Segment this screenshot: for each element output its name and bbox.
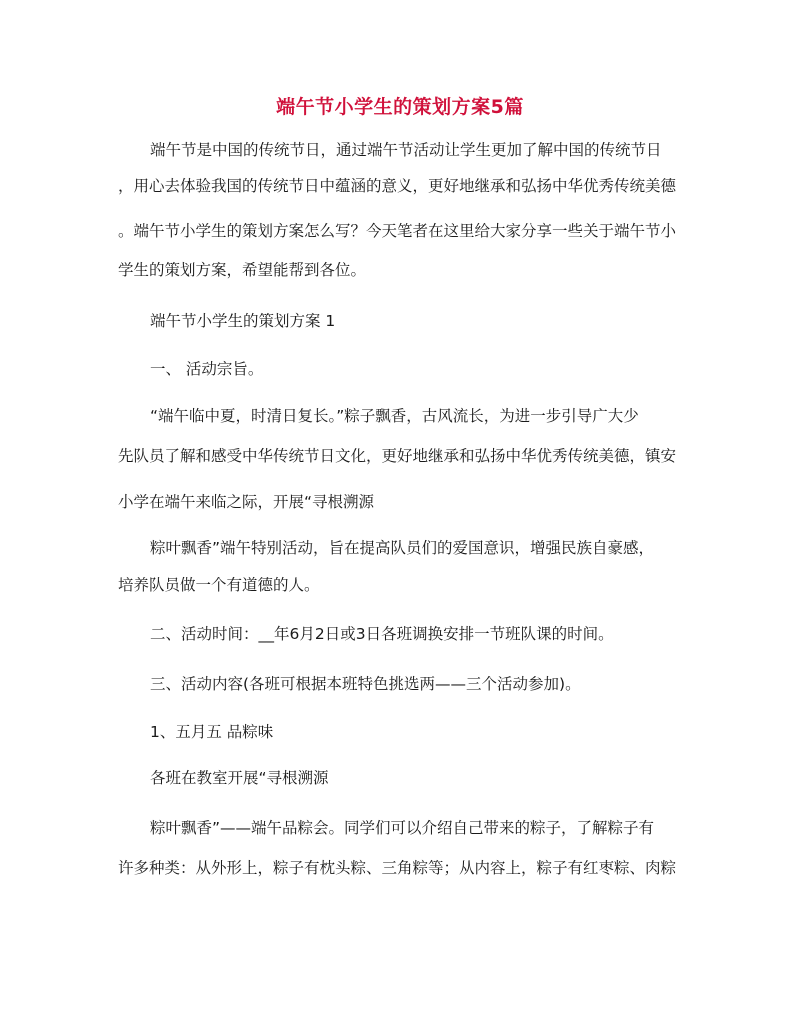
paragraph-line: 许多种类：从外形上，粽子有枕头粽、三角粽等；从内容上，粽子有红枣粽、肉粽 bbox=[118, 859, 677, 877]
paragraph-line: 各班在教室开展“寻根溯源 bbox=[150, 769, 329, 787]
section-heading: 一、 活动宗旨。 bbox=[150, 360, 264, 378]
paragraph-line: 培养队员做一个有道德的人。 bbox=[118, 576, 320, 594]
paragraph-line: 粽叶飘香”——端午品粽会。同学们可以介绍自己带来的粽子，了解粽子有 bbox=[150, 819, 655, 837]
section-heading: 三、活动内容(各班可根据本班特色挑选两——三个活动参加)。 bbox=[150, 675, 581, 693]
paragraph-line: 先队员了解和感受中华传统节日文化，更好地继承和弘扬中华优秀传统美德，镇安 bbox=[118, 447, 677, 465]
paragraph-line: 小学在端午来临之际，开展“寻根溯源 bbox=[118, 493, 375, 511]
document-title: 端午节小学生的策划方案5篇 bbox=[276, 96, 524, 118]
paragraph-line: ，用心去体验我国的传统节日中蕴涵的意义，更好地继承和弘扬中华优秀传统美德 bbox=[118, 177, 677, 195]
section-heading: 端午节小学生的策划方案 1 bbox=[150, 312, 336, 330]
paragraph-line: “端午临中夏，时清日复长。”粽子飘香，古风流长，为进一步引导广大少 bbox=[150, 407, 639, 425]
paragraph-line: 粽叶飘香”端午特别活动，旨在提高队员们的爱国意识，增强民族自豪感， bbox=[150, 539, 655, 557]
section-heading: 1、五月五 品粽味 bbox=[150, 723, 274, 741]
paragraph-line: 。端午节小学生的策划方案怎么写？今天笔者在这里给大家分享一些关于端午节小 bbox=[118, 222, 677, 240]
paragraph-line: 学生的策划方案，希望能帮到各位。 bbox=[118, 261, 367, 279]
section-heading: 二、活动时间：__年6月2日或3日各班调换安排一节班队课的时间。 bbox=[150, 625, 614, 643]
paragraph-line: 端午节是中国的传统节日，通过端午节活动让学生更加了解中国的传统节日 bbox=[150, 141, 662, 159]
